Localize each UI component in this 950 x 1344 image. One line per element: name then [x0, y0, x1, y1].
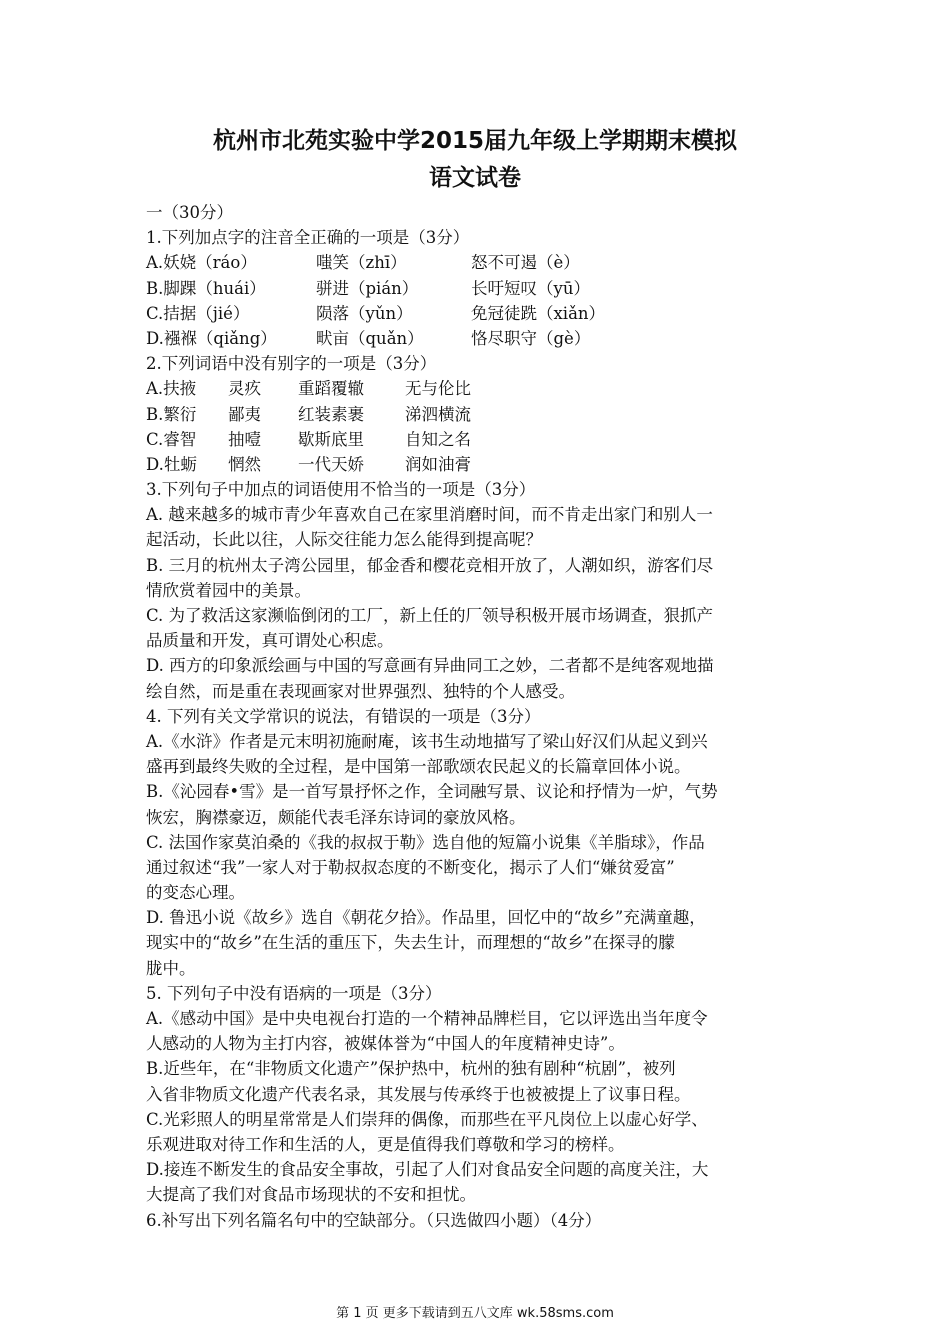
question-5-text-line: C.光彩照人的明星常常是人们崇拜的偶像，而那些在平凡岗位上以虚心好学、: [146, 1109, 708, 1129]
question-5-stem: 5. 下列句子中没有语病的一项是（3分）: [146, 983, 442, 1003]
option-word: 抽噎: [228, 429, 261, 449]
question-3-text-line: A. 越来越多的城市青少年喜欢自己在家里消磨时间，而不肯走出家门和别人一: [146, 505, 713, 525]
option-word: C.拮据（jié）: [146, 303, 250, 323]
question-3-stem: 3.下列句子中加点的词语使用不恰当的一项是（3分）: [146, 480, 536, 500]
question-4-text-line: 恢宏，胸襟豪迈，颇能代表毛泽东诗词的豪放风格。: [146, 807, 526, 827]
question-1-stem: 1.下列加点字的注音全正确的一项是（3分）: [146, 228, 470, 248]
question-5-text-line: A.《感动中国》是中央电视台打造的一个精神品牌栏目，它以评选出当年度令: [146, 1009, 708, 1028]
option-word: 惘然: [228, 454, 261, 474]
option-word: 嗤笑（zhī）: [316, 253, 407, 273]
option-word: 歇斯底里: [298, 429, 364, 449]
question-5-text-line: D.接连不断发生的食品安全事故，引起了人们对食品安全问题的高度关注，大: [146, 1160, 709, 1180]
option-word: 灵疚: [228, 379, 261, 399]
option-word: D.襁褓（qiǎng）: [146, 328, 277, 348]
question-1-option-c: [146, 301, 826, 326]
option-word: 长吁短叹（yū）: [471, 278, 590, 298]
question-3-text-line: D. 西方的印象派绘画与中国的写意画有异曲同工之妙，二者都不是纯客观地描: [146, 656, 714, 676]
question-3-text-line: 绘自然，而是重在表现画家对世界强烈、独特的个人感受。: [146, 681, 575, 701]
question-6-stem: 6.补写出下列名篇名句中的空缺部分。（只选做四小题）（4分）: [146, 1210, 602, 1230]
section-heading: 一（30分）: [146, 203, 233, 222]
option-word: 陨落（yǔn）: [316, 303, 413, 323]
question-5-text-line: 大提高了我们对食品市场现状的不安和担忧。: [146, 1185, 476, 1205]
question-4-stem: 4. 下列有关文学常识的说法，有错误的一项是（3分）: [146, 706, 541, 726]
question-5-text-line: B.近些年，在“非物质文化遗产”保护热中，杭州的独有剧种“杭剧”，被列: [146, 1059, 676, 1079]
option-word: A.扶掖: [146, 379, 197, 399]
question-2-option-a: [146, 376, 826, 401]
option-word: 一代天娇: [298, 454, 364, 474]
question-4-text-line: 的变态心理。: [146, 883, 245, 903]
option-word: 红装素裹: [298, 404, 364, 424]
exam-title: 杭州市北苑实验中学2015届九年级上学期期末模拟: [212, 128, 737, 154]
option-word: 骈进（pián）: [316, 278, 419, 298]
page-footer: 第 1 页 更多下载请到五八文库 wk.58sms.com: [336, 1306, 614, 1321]
option-word: B.繁衍: [146, 404, 197, 424]
question-4-text-line: D. 鲁迅小说《故乡》选自《朝花夕拾》。作品里，回忆中的“故乡”充满童趣，: [146, 908, 706, 928]
option-word: 畎亩（quǎn）: [316, 328, 424, 348]
exam-subtitle: 语文试卷: [429, 165, 521, 191]
question-3-text-line: 品质量和开发，真可谓处心积虑。: [146, 631, 394, 651]
question-5-text-line: 乐观进取对待工作和生活的人，更是值得我们尊敬和学习的榜样。: [146, 1134, 625, 1154]
question-1-option-b: [146, 276, 826, 301]
option-word: 无与伦比: [405, 379, 471, 399]
question-3-text-line: 情欣赏着园中的美景。: [146, 580, 311, 600]
option-word: 恪尽职守（gè）: [471, 328, 591, 348]
question-4-text-line: 盛再到最终失败的全过程，是中国第一部歌颂农民起义的长篇章回体小说。: [146, 757, 691, 777]
option-word: 重蹈覆辙: [298, 379, 364, 399]
question-5-text-line: 人感动的人物为主打内容，被媒体誉为“中国人的年度精神史诗”。: [146, 1034, 625, 1054]
option-word: B.脚踝（huái）: [146, 278, 266, 298]
question-4-text-line: 通过叙述“我”一家人对于勒叔叔态度的不断变化，揭示了人们“嫌贫爱富”: [146, 857, 675, 877]
option-word: A.妖娆（ráo）: [146, 253, 257, 273]
question-3-text-line: B. 三月的杭州太子湾公园里，郁金香和樱花竞相开放了，人潮如织，游客们尽: [146, 555, 714, 575]
question-4-text-line: B.《沁园春•雪》是一首写景抒怀之作，全词融写景、议论和抒情为一炉，气势: [146, 782, 718, 802]
option-word: 怒不可遏（è）: [471, 253, 580, 273]
question-4-text-line: 胧中。: [146, 958, 196, 978]
option-word: 鄙夷: [228, 404, 261, 424]
question-2-option-b: [146, 402, 826, 427]
option-word: D.牡蛎: [146, 454, 197, 474]
question-3-text-line: 起活动，长此以往，人际交往能力怎么能得到提高呢？: [146, 530, 542, 550]
option-word: 免冠徒跣（xiǎn）: [471, 303, 606, 323]
option-word: 自知之名: [405, 429, 471, 449]
question-4-text-line: C. 法国作家莫泊桑的《我的叔叔于勒》选自他的短篇小说集《羊脂球》，作品: [146, 832, 705, 852]
question-2-option-c: [146, 427, 826, 452]
option-word: 润如油膏: [405, 454, 471, 474]
option-word: C.睿智: [146, 429, 197, 449]
exam-content: [146, 200, 826, 1233]
question-1-option-a: [146, 250, 826, 275]
question-4-text-line: A.《水浒》作者是元末明初施耐庵，该书生动地描写了梁山好汉们从起义到兴: [146, 731, 708, 751]
question-1-option-d: [146, 326, 826, 351]
question-2-stem: 2.下列词语中没有别字的一项是（3分）: [146, 354, 437, 374]
question-4-text-line: 现实中的“故乡”在生活的重压下，失去生计，而理想的“故乡”在探寻的朦: [146, 933, 675, 953]
question-2-option-d: [146, 452, 826, 477]
question-5-text-line: 入省非物质文化遗产代表名录，其发展与传承终于也被被提上了议事日程。: [146, 1084, 691, 1104]
question-3-text-line: C. 为了救活这家濒临倒闭的工厂，新上任的厂领导积极开展市场调查，狠抓产: [146, 606, 714, 625]
option-word: 涕泗横流: [405, 404, 471, 424]
